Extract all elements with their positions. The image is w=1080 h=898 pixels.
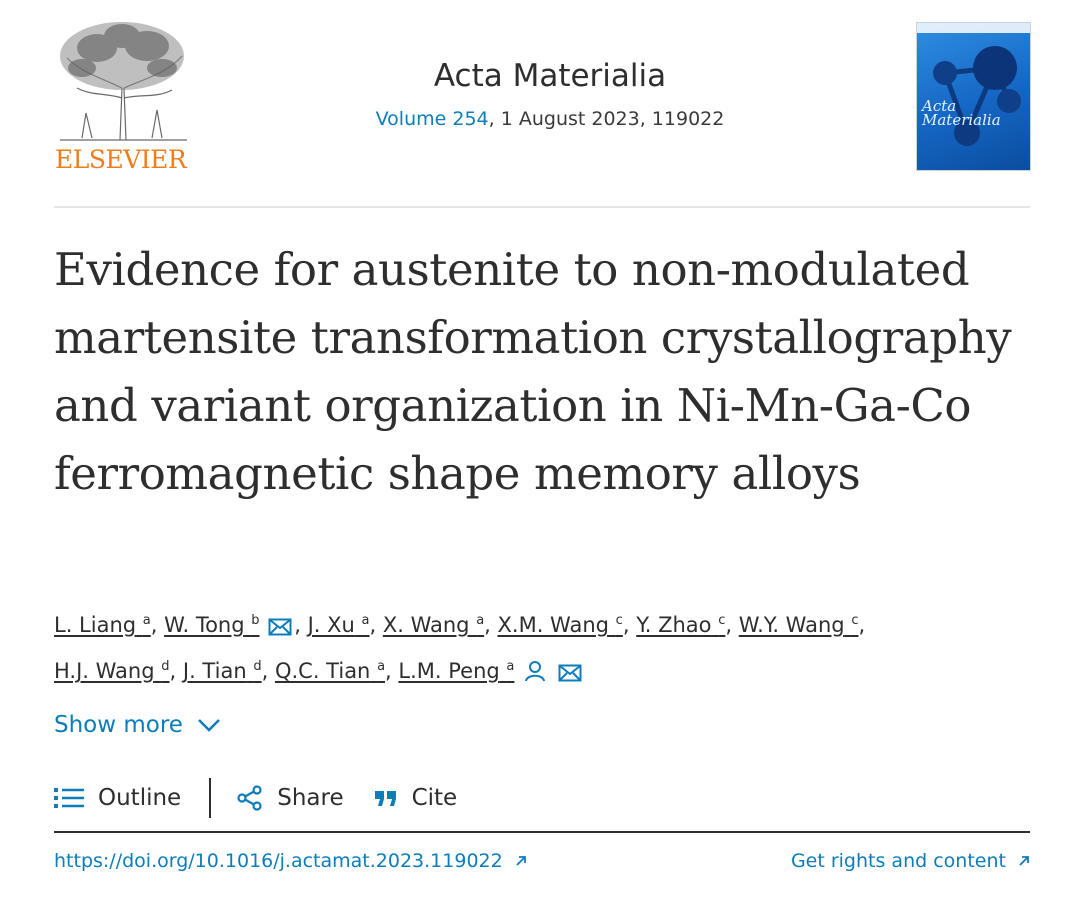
person-icon[interactable] bbox=[523, 660, 547, 682]
author-link[interactable]: X. Wang $^a$ bbox=[382, 613, 485, 637]
journal-cover[interactable] bbox=[916, 22, 1031, 171]
journal-issue bbox=[230, 108, 870, 130]
elsevier-logo[interactable] bbox=[52, 18, 192, 178]
mail-icon[interactable] bbox=[268, 618, 292, 636]
author-link[interactable]: W. Tong $^b$ bbox=[164, 613, 260, 637]
doi-link[interactable] bbox=[54, 850, 527, 872]
toolbar-divider-line bbox=[54, 831, 1030, 833]
author-link[interactable]: L. Liang $^a$ bbox=[54, 613, 151, 637]
rights-link[interactable] bbox=[791, 850, 1030, 872]
external-arrow-icon bbox=[515, 855, 527, 867]
list-icon bbox=[54, 787, 84, 809]
show-more-button[interactable] bbox=[54, 712, 221, 738]
header-divider bbox=[54, 206, 1030, 208]
author-link[interactable]: X.M. Wang $^c$ bbox=[497, 613, 623, 637]
external-arrow-icon bbox=[1018, 855, 1030, 867]
journal-title[interactable]: Acta Materialia bbox=[433, 58, 667, 94]
author-link[interactable]: H.J. Wang $^d$ bbox=[54, 659, 170, 683]
author-list: L. Liang $^a$, W. Tong $^b$ , J. Xu $^a$, X. Wang $^a$, X.M. Wang $^c$, Y. Zhao $^c$, W.Y. Wang $^c$, H.J. Wang $^d$, J. Tian $^d$, Q.C. Tian $^a$, L.M. Peng $^a$ bbox=[54, 613, 866, 683]
journal-header bbox=[230, 58, 870, 130]
cite-button[interactable] bbox=[374, 785, 458, 811]
share-button[interactable] bbox=[237, 785, 343, 811]
author-link[interactable]: J. Xu $^a$ bbox=[307, 613, 370, 637]
article-title: Evidence for austenite to non-modulated martensite transformation crystallography and variant organization in Ni-Mn-Ga-Co ferromagnetic shape memory alloys bbox=[54, 243, 1012, 500]
author-link[interactable]: Y. Zhao $^c$ bbox=[636, 613, 726, 637]
cover-title: Acta Materialia bbox=[922, 97, 1001, 129]
volume-link[interactable]: Volume 254 bbox=[375, 108, 489, 130]
article-toolbar bbox=[54, 778, 457, 818]
author-link[interactable]: L.M. Peng $^a$ bbox=[398, 659, 515, 683]
issue-details: , 1 August 2023, 119022 bbox=[488, 108, 725, 130]
show-more-label: Show more bbox=[54, 712, 183, 738]
share-icon bbox=[237, 785, 263, 811]
toolbar-divider bbox=[209, 778, 211, 818]
doi-text: https://doi.org/10.1016/j.actamat.2023.119022 bbox=[54, 850, 503, 872]
elsevier-wordmark: ELSEVIER bbox=[55, 145, 187, 174]
author-link[interactable]: J. Tian $^d$ bbox=[182, 659, 262, 683]
author-link[interactable]: Q.C. Tian $^a$ bbox=[274, 659, 386, 683]
cite-label: Cite bbox=[411, 785, 458, 811]
outline-button[interactable] bbox=[54, 785, 181, 811]
quote-icon bbox=[374, 788, 398, 808]
share-label: Share bbox=[277, 785, 344, 811]
chevron-down-icon bbox=[197, 718, 221, 732]
rights-text: Get rights and content bbox=[790, 850, 1006, 872]
outline-label: Outline bbox=[98, 785, 182, 811]
elsevier-tree-icon bbox=[52, 18, 192, 143]
mail-icon[interactable] bbox=[558, 664, 582, 682]
author-link[interactable]: W.Y. Wang $^c$ bbox=[738, 613, 859, 637]
